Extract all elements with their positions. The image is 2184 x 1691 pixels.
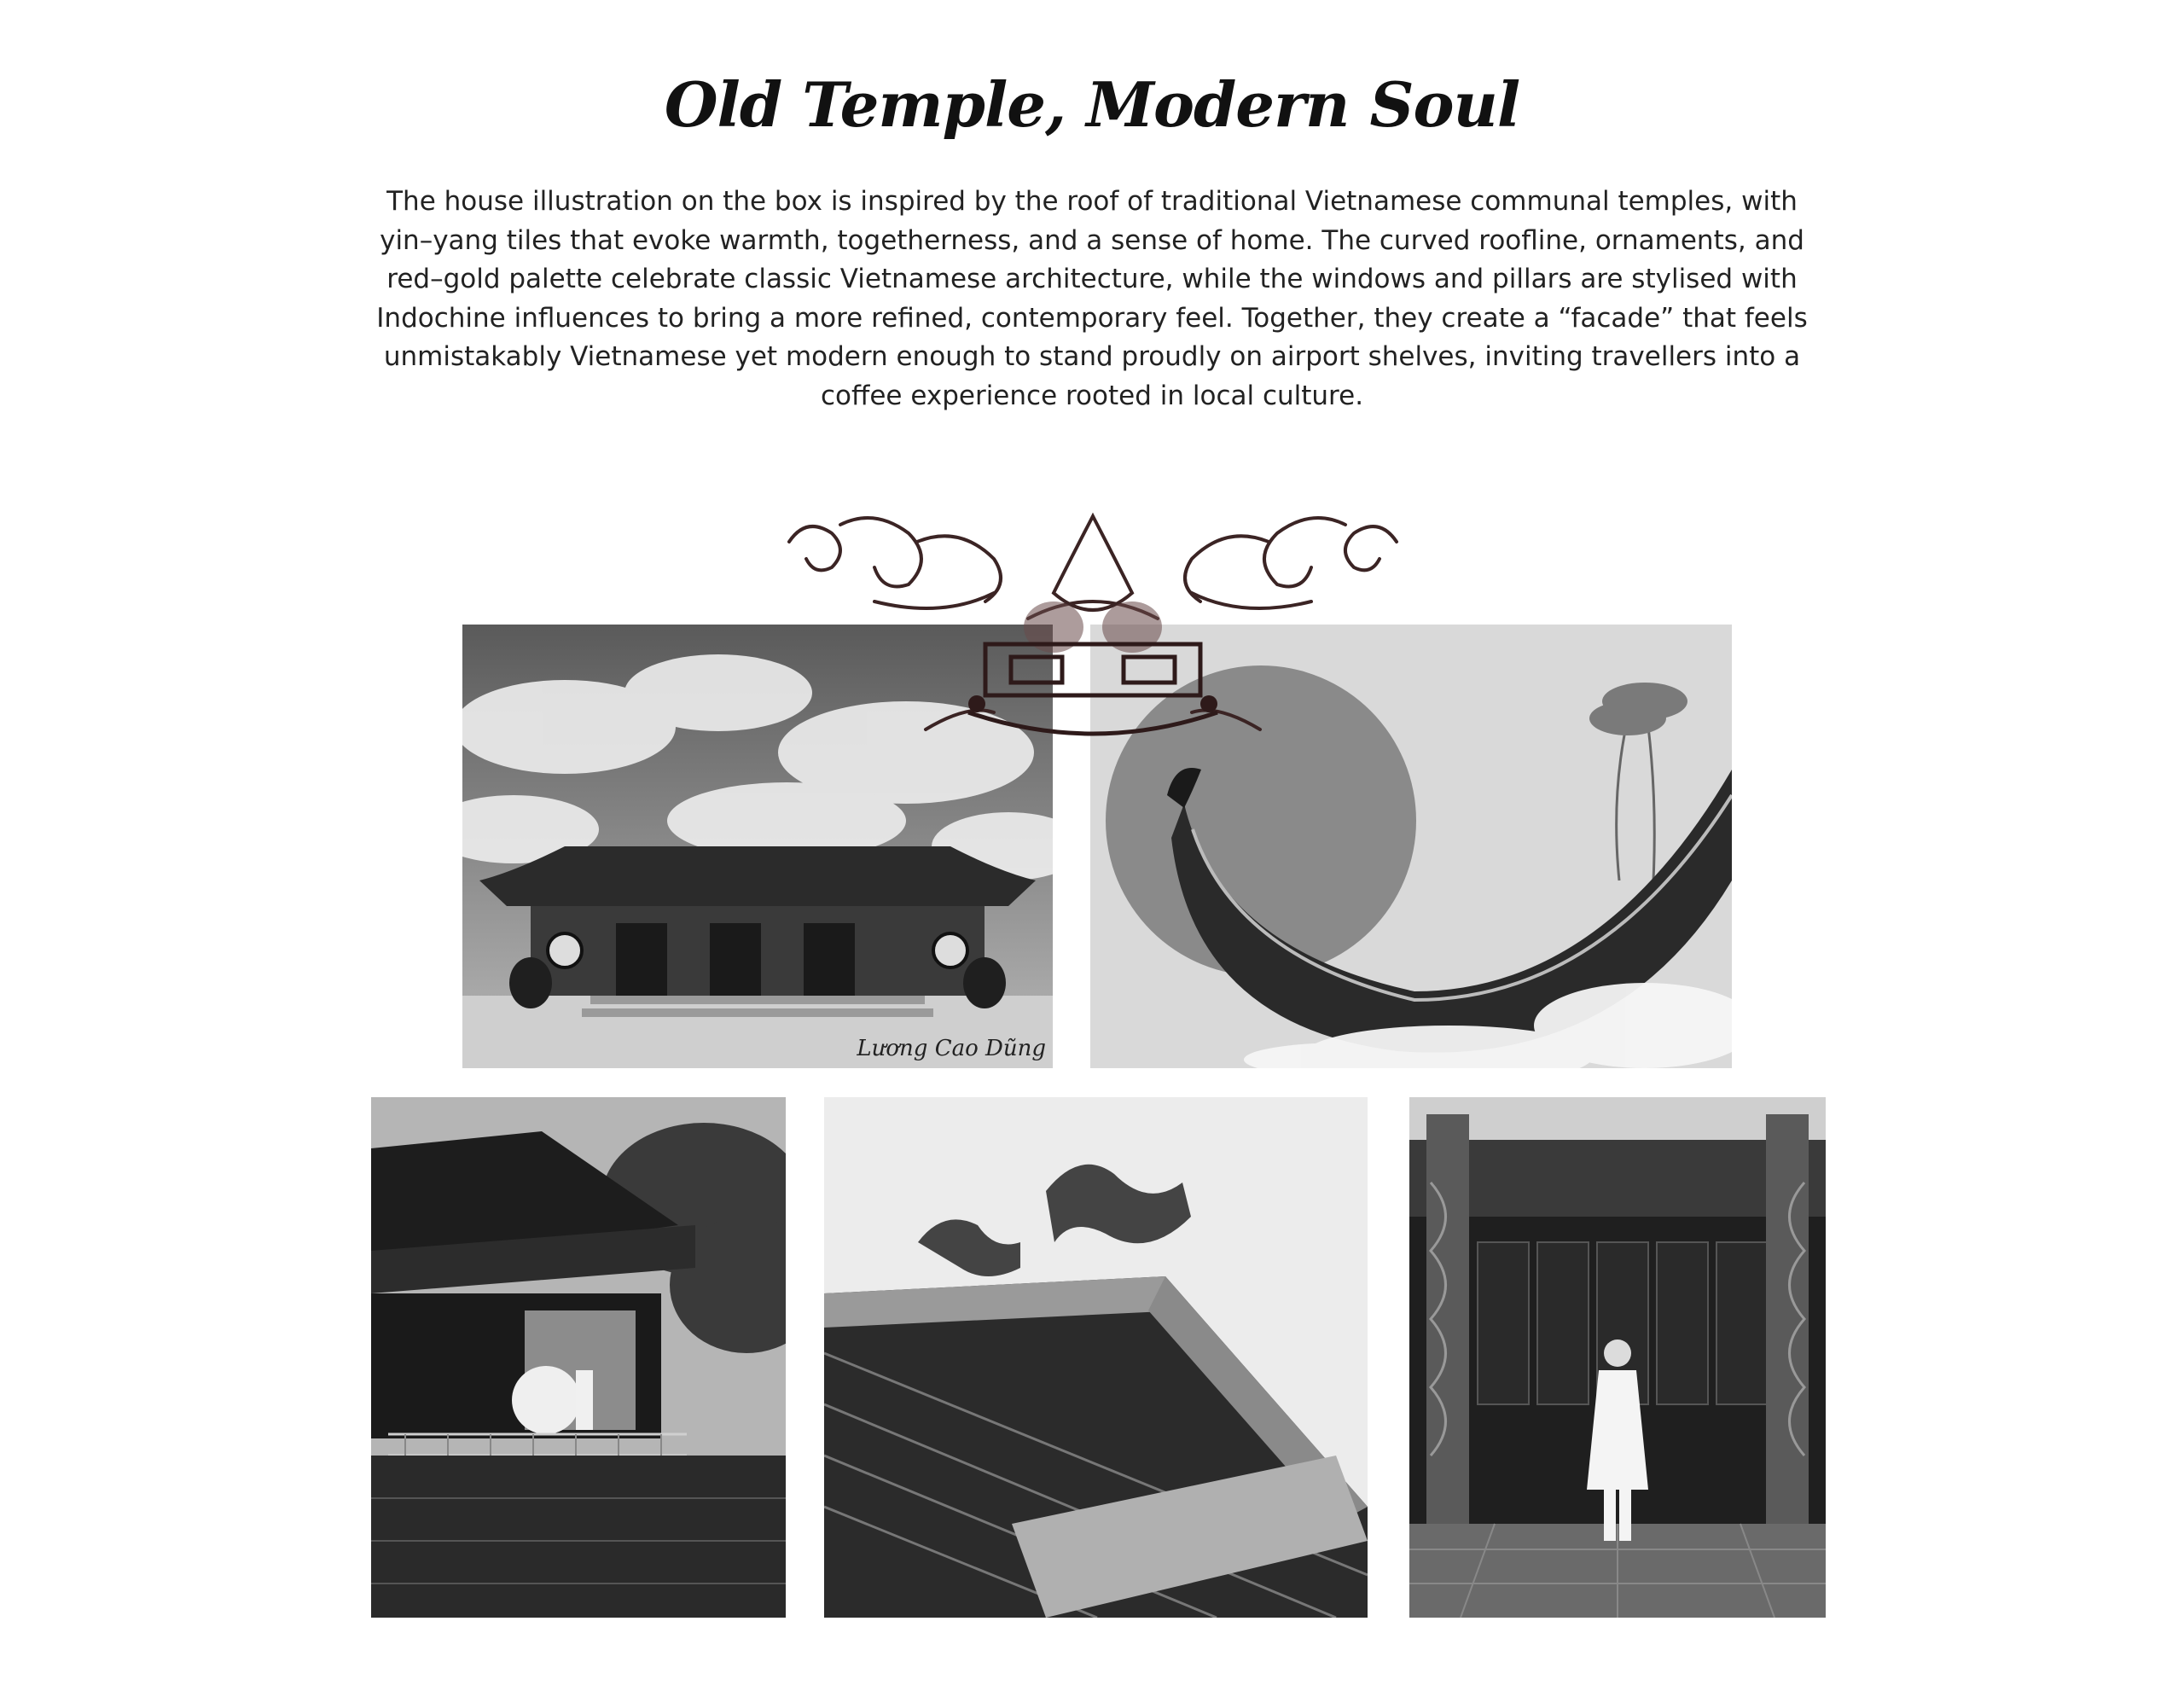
photographer-signature: Lương Cao Dũng [857, 1036, 1046, 1061]
ornament-dragon-crest [772, 508, 1414, 740]
page-title: Old Temple, Modern Soul [664, 68, 1520, 141]
photo-pavilion-on-water [371, 1097, 786, 1618]
photo-dragon-pillars-portrait [1409, 1097, 1826, 1618]
description-paragraph: The house illustration on the box is inspired by the roof of traditional Vietnamese communal temples, with yin–yang tiles that evoke warmth, togetherness, and a sense of home. The curved roofline, ornaments, and red–gold palette celebrate classic Vietnamese architecture, while the windows and pillars are stylised with Indochine influences to bring a more refined, contemporary feel. Together, they create a “facade” that feels unmistakably Vietnamese yet modern enough to stand proudly on airport shelves, inviting travellers into a coffee experience rooted in local culture. [376, 186, 1808, 411]
photo-ornate-roof-corner [824, 1097, 1368, 1618]
